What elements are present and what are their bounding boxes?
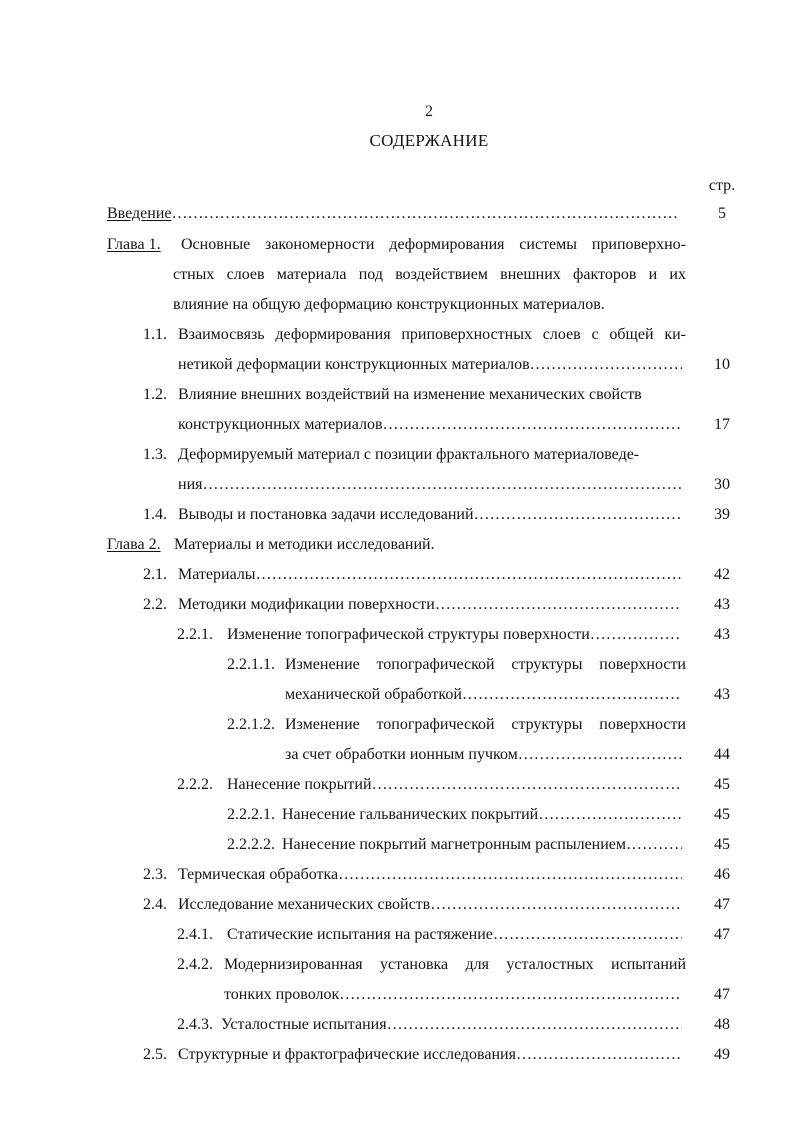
toc-text-line[interactable]: влияние на общую деформацию конструкционных материалов. (173, 296, 605, 313)
toc-text-line[interactable]: ния ……………………………………………………………………………………………………………………………………………………………………………… (178, 473, 682, 497)
toc-page-ref: 47 (714, 896, 730, 913)
dot-leader (626, 833, 682, 857)
toc-page-ref: 46 (714, 866, 730, 883)
dot-leader (538, 803, 682, 827)
toc-text-line[interactable]: Деформируемый материал с позиции фрактального материаловеде- (178, 446, 640, 463)
page-number: 2 (425, 103, 433, 120)
toc-text-line[interactable]: Материалы и методики исследований. (174, 536, 435, 553)
section-label: 1.2. (143, 386, 167, 403)
dot-leader (383, 413, 682, 437)
section-label: 2.2.1.1. (227, 656, 275, 673)
toc-page-ref: 42 (714, 566, 730, 583)
toc-page-ref: 10 (714, 356, 730, 373)
section-label: 2.1. (143, 566, 167, 583)
toc-page-ref: 39 (714, 506, 730, 523)
toc-label: Введение (107, 205, 172, 222)
toc-text-line[interactable]: Материалы ……………………………………………………………………………………………………………………………………………………………………………… (178, 563, 682, 587)
toc-text-line[interactable]: Статические испытания на растяжение ……………………………………………………………………………………………………………………………………………………………………………… (227, 923, 682, 947)
dot-leader (372, 773, 682, 797)
dot-leader (202, 473, 682, 497)
toc-text-line[interactable]: Усталостные испытания ……………………………………………………………………………………………………………………………………………………………………………… (221, 1013, 682, 1037)
section-label: 2.4. (143, 896, 167, 913)
chapter-label: Глава 1. (107, 236, 161, 253)
section-label: 2.2.2.1. (227, 806, 275, 823)
dot-leader (516, 1043, 682, 1067)
toc-page-ref: 17 (714, 416, 730, 433)
toc-page-ref: 45 (714, 836, 730, 853)
toc-text-line[interactable]: Изменение топографической структуры поверхности ……………………………………………………………………………………………………………………………………………………………………………… (227, 623, 682, 647)
section-label: 2.4.2. (177, 956, 213, 973)
toc-page-ref: 45 (714, 776, 730, 793)
toc-text-line[interactable]: Модернизированная установка для усталостных испытаний (224, 956, 686, 973)
toc-page-ref: 44 (714, 746, 730, 763)
dot-leader (462, 683, 682, 707)
dot-leader (530, 353, 682, 377)
dot-leader (493, 923, 682, 947)
toc-page-ref: 47 (714, 986, 730, 1003)
section-label: 2.2. (143, 596, 167, 613)
toc-text-line[interactable]: стных слоев материала под воздействием внешних факторов и их (173, 266, 686, 283)
section-label: 2.2.2.2. (227, 836, 275, 853)
toc-page-ref: 43 (714, 626, 730, 643)
section-label: 1.1. (143, 326, 167, 343)
toc-text-line[interactable]: Нанесение покрытий ……………………………………………………………………………………………………………………………………………………………………………… (227, 773, 682, 797)
section-label: 2.2.1.2. (227, 716, 275, 733)
section-label: 2.4.1. (177, 926, 213, 943)
dot-leader (590, 623, 682, 647)
section-label: 2.5. (143, 1046, 167, 1063)
toc-text-line[interactable]: механической обработкой ……………………………………………………………………………………………………………………………………………………………………………… (285, 683, 682, 707)
dot-leader (435, 593, 682, 617)
dot-leader (474, 503, 682, 527)
toc-text-line[interactable]: за счет обработки ионным пучком ……………………………………………………………………………………………………………………………………………………………………………… (285, 743, 682, 767)
toc-page-ref: 5 (718, 205, 726, 222)
toc-text-line[interactable]: Изменение топографической структуры поверхности (285, 716, 686, 733)
toc-text-line[interactable]: Выводы и постановка задачи исследований ……………………………………………………………………………………………………………………………………………………………………………… (178, 503, 682, 527)
toc-page-ref: 43 (714, 596, 730, 613)
section-label: 2.2.2. (177, 776, 213, 793)
toc-text-line[interactable]: конструкционных материалов ……………………………………………………………………………………………………………………………………………………………………………… (178, 413, 682, 437)
section-label: 2.4.3. (177, 1016, 213, 1033)
dot-leader (430, 893, 682, 917)
toc-page-ref: 47 (714, 926, 730, 943)
chapter-label: Глава 2. (107, 536, 161, 553)
toc-page-ref: 45 (714, 806, 730, 823)
dot-leader (256, 563, 682, 587)
toc-page-ref: 48 (714, 1016, 730, 1033)
toc-text-line[interactable]: Нанесение гальванических покрытий ……………………………………………………………………………………………………………………………………………………………………………… (282, 803, 682, 827)
dot-leader (387, 1013, 682, 1037)
section-label: 1.3. (143, 446, 167, 463)
dot-leader (518, 743, 682, 767)
dot-leader (172, 202, 681, 226)
page-title: СОДЕРЖАНИЕ (369, 131, 489, 150)
section-label: 1.4. (143, 506, 167, 523)
toc-text-line[interactable]: Методики модификации поверхности ……………………………………………………………………………………………………………………………………………………………………………… (178, 593, 682, 617)
dot-leader (339, 983, 682, 1007)
toc-text-line[interactable]: Структурные и фрактографические исследования ……………………………………………………………………………………………………………………………………………………………………………… (178, 1043, 682, 1067)
section-label: 2.2.1. (177, 626, 213, 643)
toc-text-line[interactable]: нетикой деформации конструкционных материалов ……………………………………………………………………………………………………………………………………………………………………………… (178, 353, 682, 377)
toc-text-line[interactable]: Изменение топографической структуры поверхности (285, 656, 686, 673)
toc-text-line[interactable]: Основные закономерности деформирования системы приповерхно- (181, 236, 686, 253)
toc-text-line[interactable]: Исследование механических свойств ……………………………………………………………………………………………………………………………………………………………………………… (178, 893, 682, 917)
toc-entry-introduction[interactable] (107, 202, 680, 226)
toc-text-line[interactable]: Нанесение покрытий магнетронным распылением ……………………………………………………………………………………………………………………………………………………………………………… (282, 833, 682, 857)
toc-text-line[interactable]: тонких проволок ……………………………………………………………………………………………………………………………………………………………………………… (224, 983, 682, 1007)
section-label: 2.3. (143, 866, 167, 883)
toc-text-line[interactable]: Взаимосвязь деформирования приповерхностных слоев с общей ки- (178, 326, 686, 343)
toc-page-ref: 43 (714, 686, 730, 703)
dot-leader (338, 863, 682, 887)
toc-page-ref: 30 (714, 476, 730, 493)
toc-text-line[interactable]: Термическая обработка ……………………………………………………………………………………………………………………………………………………………………………… (178, 863, 682, 887)
toc-text-line[interactable]: Влияние внешних воздействий на изменение механических свойств (178, 386, 642, 403)
toc-page-ref: 49 (714, 1046, 730, 1063)
page-column-header: стр. (708, 177, 736, 194)
